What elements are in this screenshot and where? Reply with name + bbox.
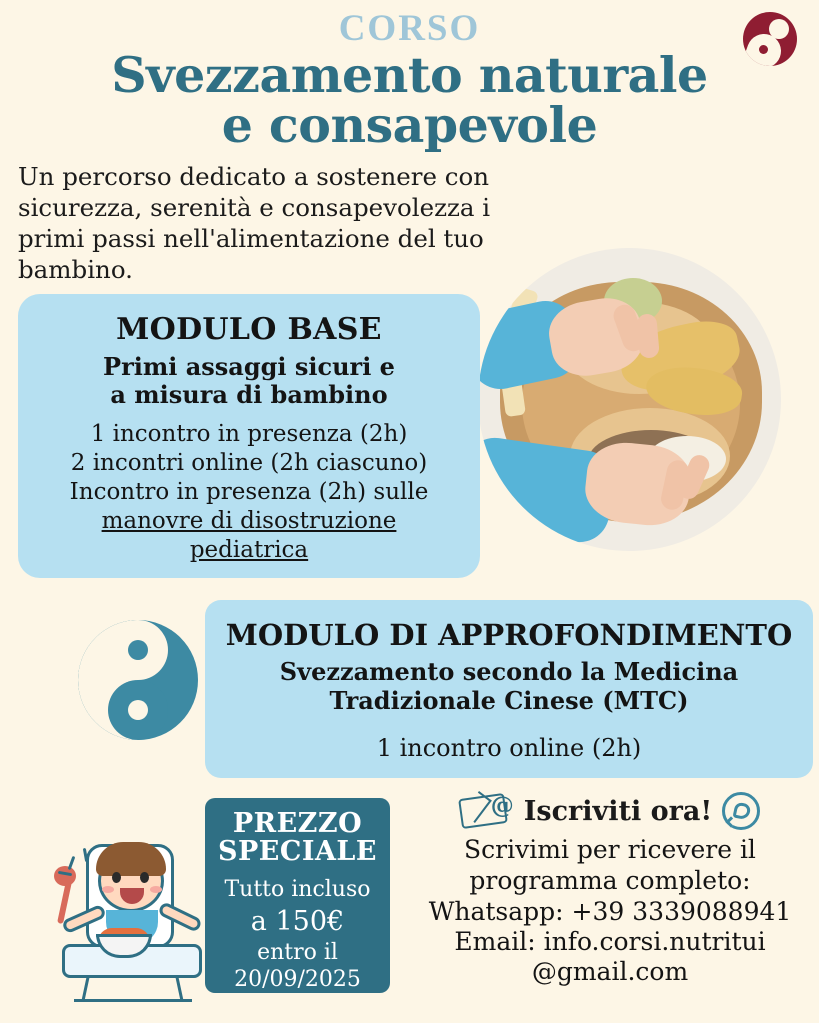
intro-paragraph: Un percorso dedicato a sostenere con sicurezza, serenità e consapevolezza i primi passi nell'alimentazione del tuo bambino.	[18, 161, 491, 285]
price-deadline-date: 20/09/2025	[234, 967, 361, 993]
price-deadline-label: entro il	[257, 940, 338, 966]
baby-cheek-right	[150, 886, 162, 893]
page-title	[0, 45, 819, 154]
at-symbol: @	[490, 792, 514, 819]
price-card	[205, 798, 390, 993]
module-base-detail-4: manovre di disostruzione	[101, 508, 397, 535]
baby-eye-right	[140, 872, 149, 883]
price-label-line2: SPECIALE	[217, 836, 377, 868]
module-advanced-heading: MODULO DI APPROFONDIMENTO	[225, 618, 793, 652]
baby-eye-left	[112, 872, 121, 883]
course-kicker: CORSO	[338, 8, 481, 49]
envelope-at-icon	[460, 792, 514, 830]
highchair-leg-right	[175, 976, 183, 1002]
module-advanced-detail: 1 incontro online (2h)	[376, 733, 642, 762]
module-base-subtitle-line1: Primi assaggi sicuri e	[103, 352, 395, 381]
contact-cta-text: Iscriviti ora!	[523, 795, 713, 827]
module-advanced-subtitle	[219, 658, 799, 716]
baby-eating-photo	[478, 248, 781, 551]
whatsapp-tail	[726, 816, 737, 827]
spoon-bowl	[54, 866, 76, 886]
whatsapp-handset	[733, 802, 752, 821]
page-title-line1: Svezzamento naturale	[111, 45, 708, 104]
module-base-detail-5: pediatrica	[189, 537, 309, 564]
contact-cta-row	[410, 792, 810, 830]
price-body	[205, 877, 390, 994]
poster-header	[0, 0, 819, 154]
contact-line-1: Scrivimi per ricevere il	[464, 835, 756, 864]
contact-whatsapp[interactable]: Whatsapp: +39 3339088941	[428, 896, 792, 926]
highchair-legs	[74, 976, 192, 1002]
yin-yang-dot-top	[128, 640, 148, 660]
module-base-details	[34, 420, 464, 566]
contact-email-line2[interactable]: @gmail.com	[531, 956, 689, 986]
module-base-subtitle-line2: a misura di bambino	[110, 380, 388, 410]
highchair-leg-left	[81, 976, 89, 1002]
page-title-line2: e consapevole	[221, 95, 598, 154]
contact-line-2: programma completo:	[469, 866, 751, 896]
whatsapp-icon[interactable]	[722, 792, 760, 830]
finger-shape-2	[636, 313, 660, 359]
price-included: Tutto incluso	[224, 876, 371, 902]
module-base-detail-3: Incontro in presenza (2h) sulle	[69, 479, 429, 506]
baby-hair	[96, 842, 166, 876]
module-advanced-subtitle-line1: Svezzamento secondo la Medicina	[279, 657, 739, 686]
module-base-detail-1: 1 incontro in presenza (2h)	[90, 420, 408, 447]
baby-cheek-left	[102, 886, 114, 893]
brand-logo-icon	[743, 12, 797, 66]
contact-block	[410, 792, 810, 987]
module-advanced-card	[205, 600, 813, 778]
module-base-heading: MODULO BASE	[116, 312, 382, 347]
price-amount: a 150€	[250, 905, 345, 937]
price-label-line1: PREZZO	[232, 808, 363, 839]
yin-yang-icon	[78, 620, 198, 740]
module-base-card	[18, 294, 480, 578]
yin-yang-dot-bottom	[128, 700, 148, 720]
module-base-detail-2: 2 incontri online (2h ciascuno)	[70, 449, 428, 476]
baby-in-highchair-illustration	[40, 828, 220, 1006]
module-base-subtitle	[34, 353, 464, 410]
logo-inner-dot	[759, 45, 768, 54]
module-advanced-subtitle-line2: Tradizionale Cinese (MTC)	[329, 685, 689, 715]
contact-email-line1[interactable]: Email: info.corsi.nutritui	[454, 926, 766, 956]
contact-lines	[410, 834, 810, 987]
